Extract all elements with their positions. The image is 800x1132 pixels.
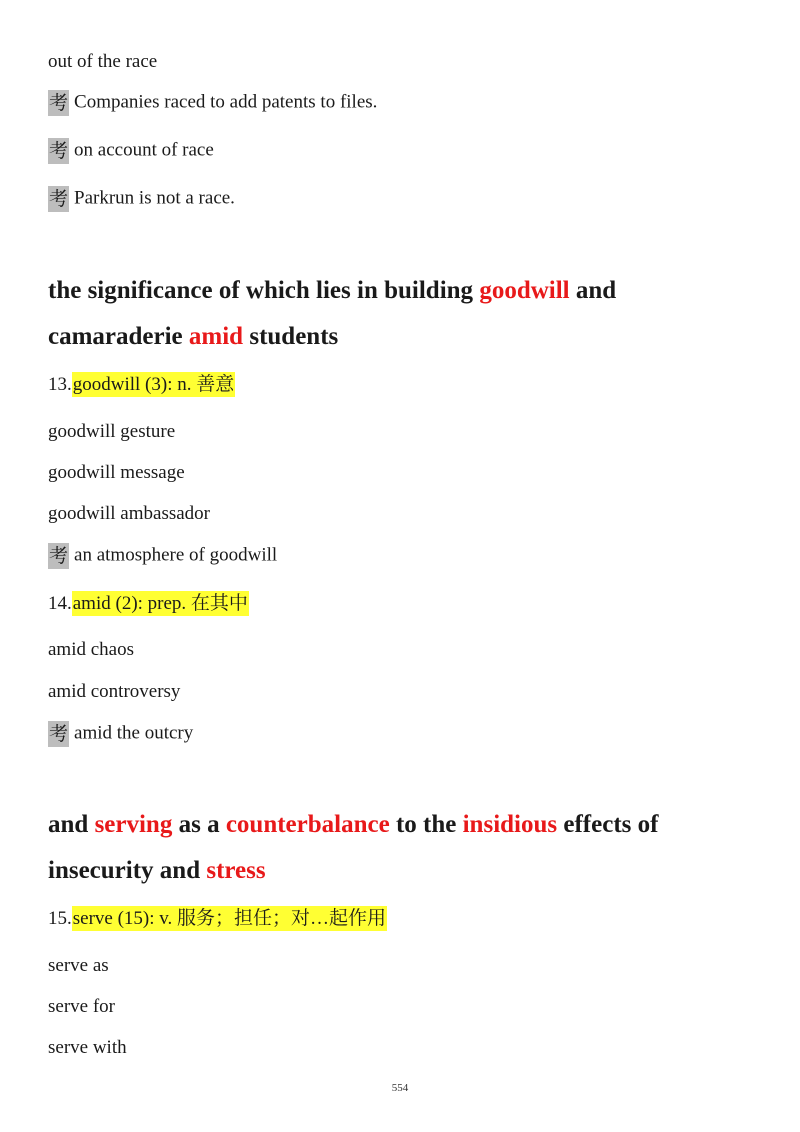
example-text: on account of race — [74, 139, 214, 161]
exam-example-line — [48, 138, 214, 164]
entry-definition: serve (15): v. 服务；担任；对…起作用 — [72, 908, 387, 929]
keyword-highlight: amid — [188, 323, 244, 350]
exam-marker-icon: 考 — [49, 723, 69, 745]
exam-example-line — [48, 186, 235, 212]
example-text: out of the race — [48, 51, 158, 72]
exam-marker-icon: 考 — [49, 545, 69, 567]
collocation-line: serve with — [48, 1037, 127, 1058]
entry-definition: goodwill (3): n. 善意 — [72, 374, 235, 395]
example-text: Companies raced to add patents to files. — [74, 91, 378, 113]
vocab-entry — [48, 371, 235, 399]
heading-line: the significance of which lies in building goodwill and — [48, 277, 617, 304]
heading-line: camaraderie amid students — [48, 323, 339, 350]
collocation-line: goodwill ambassador — [48, 503, 211, 524]
keyword-highlight: stress — [206, 857, 266, 884]
exam-marker-icon: 考 — [49, 92, 69, 114]
entry-number: 14. — [48, 593, 72, 614]
collocation-line: serve for — [48, 996, 115, 1017]
vocab-entry — [48, 905, 387, 933]
exam-example-line — [48, 90, 377, 116]
collocation-line: amid controversy — [48, 681, 181, 702]
sentence-heading — [48, 268, 752, 360]
exam-marker-icon: 考 — [49, 188, 69, 210]
collocation-line: goodwill gesture — [48, 421, 176, 442]
sentence-heading — [48, 802, 752, 894]
keyword-highlight: serving — [94, 811, 173, 838]
example-text: Parkrun is not a race. — [74, 187, 235, 209]
entry-number: 13. — [48, 374, 72, 395]
exam-marker-icon: 考 — [49, 140, 69, 162]
heading-line: insecurity and stress — [48, 857, 266, 884]
heading-line: and serving as a counterbalance to the insidious effects of — [48, 811, 659, 838]
page-number: 554 — [391, 1082, 409, 1094]
collocation-line: goodwill message — [48, 462, 185, 483]
exam-example-line: 考 an atmosphere of goodwill — [49, 544, 278, 567]
entry-number: 15. — [48, 908, 72, 929]
vocab-entry — [48, 590, 249, 618]
exam-example-line: 考 amid the outcry — [49, 722, 194, 745]
example-line — [48, 50, 157, 74]
keyword-highlight: counterbalance — [225, 811, 390, 838]
collocation-line: amid chaos — [48, 639, 135, 660]
entry-definition: amid (2): prep. 在其中 — [72, 593, 248, 614]
collocation-line: serve as — [48, 955, 109, 976]
keyword-highlight: goodwill — [479, 277, 570, 304]
keyword-highlight: insidious — [462, 811, 558, 838]
